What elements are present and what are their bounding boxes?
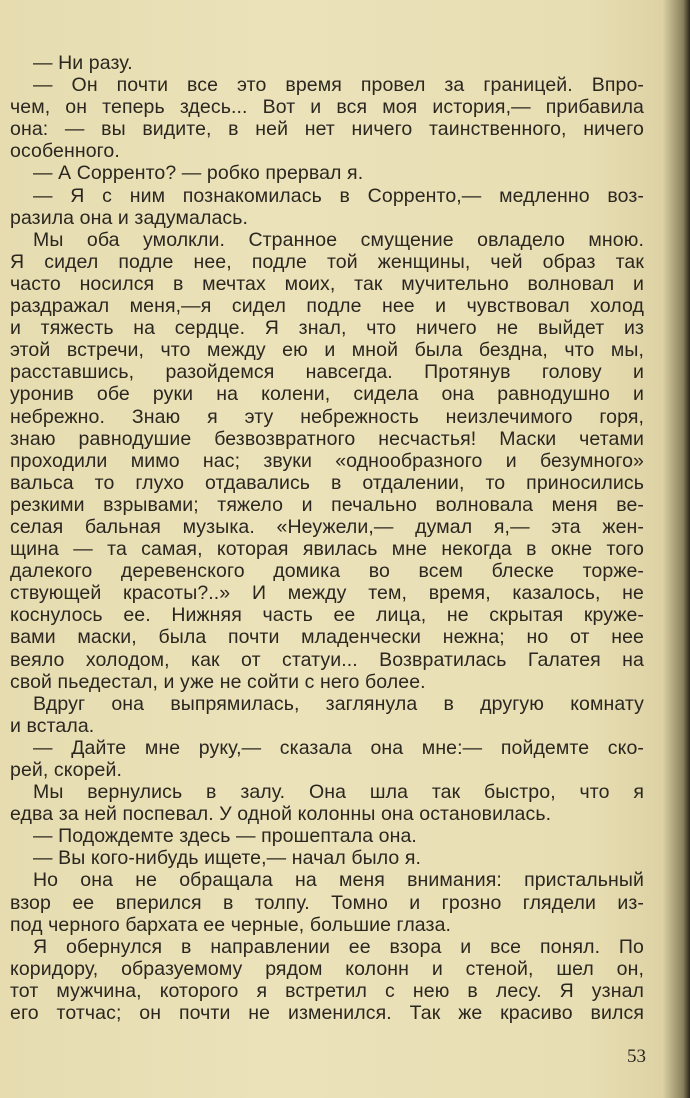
paragraph bbox=[10, 869, 644, 935]
page-number: 53 bbox=[627, 1046, 646, 1067]
text-line: чем, он теперь здесь... Вот и вся моя история,— прибавила bbox=[10, 96, 644, 119]
text-line: особенного. bbox=[10, 140, 120, 163]
page-body-text bbox=[10, 52, 644, 1024]
text-line: коридору, образуемому рядом колонн и стеной, шел он, bbox=[10, 957, 644, 980]
paragraph bbox=[10, 74, 644, 162]
text-line: ствующей красоты?..» И между тем, время, казалось, не bbox=[10, 582, 644, 605]
text-line: под черного бархата ее черные, большие глаза. bbox=[10, 913, 452, 936]
paragraph bbox=[10, 737, 644, 781]
text-line: проходили мимо нас; звуки «однообразного и безумного» bbox=[10, 449, 644, 472]
text-line: далекого деревенского домика во всем блеске торже- bbox=[10, 560, 644, 583]
text-line: тот мужчина, которого я встретил с нею в лесу. Я узнал bbox=[10, 979, 644, 1002]
paragraph bbox=[10, 693, 644, 737]
text-line: — Я с ним познакомилась в Сорренто,— медленно воз- bbox=[33, 184, 644, 207]
paragraph bbox=[10, 936, 644, 1024]
text-line: уронив обе руки на колени, сидела она равнодушно и bbox=[10, 383, 644, 406]
text-line: разила она и задумалась. bbox=[10, 206, 249, 229]
text-line: — Вы кого-нибудь ищете,— начал было я. bbox=[33, 847, 422, 870]
paragraph bbox=[10, 847, 644, 869]
text-line: резкими взрывами; тяжело и печально волновала меня ве- bbox=[10, 493, 644, 516]
text-line: — Подождемте здесь — прошептала она. bbox=[33, 825, 417, 848]
text-line: она: — вы видите, в ней нет ничего таинственного, ничего bbox=[10, 118, 644, 141]
text-line: Мы вернулись в залу. Она шла так быстро, что я bbox=[33, 781, 644, 804]
text-line: и тяжесть на сердце. Я знал, что ничего не выйдет из bbox=[10, 317, 644, 340]
text-line: селая бальная музыка. «Неужели,— думал я,— эта жен- bbox=[10, 515, 644, 538]
text-line: едва за ней поспевал. У одной колонны она остановилась. bbox=[10, 803, 552, 826]
text-line: щина — та самая, которая явилась мне некогда в окне того bbox=[10, 538, 644, 561]
text-line: вами маски, была почти младенчески нежна; но от нее bbox=[10, 626, 644, 649]
text-line: коснулось ее. Нижняя часть ее лица, не скрытая круже- bbox=[10, 604, 644, 627]
paragraph bbox=[10, 825, 644, 847]
text-line: и встала. bbox=[10, 714, 95, 737]
text-line: — Он почти все это время провел за границей. Впро- bbox=[33, 74, 644, 97]
text-line: — А Сорренто? — робко прервал я. bbox=[33, 162, 364, 185]
text-line: этой встречи, что между ею и мной была бездна, что мы, bbox=[10, 339, 644, 362]
text-line: рей, скорей. bbox=[10, 759, 122, 781]
paragraph bbox=[10, 781, 644, 825]
text-line: его тотчас; он почти не изменился. Так же красиво вился bbox=[10, 1002, 644, 1025]
text-line: Я сидел подле нее, подле той женщины, чей образ так bbox=[10, 250, 644, 273]
text-line: веяло холодом, как от статуи... Возвратилась Галатея на bbox=[10, 648, 644, 671]
text-line: расставшись, разойдемся навсегда. Протянув голову и bbox=[10, 361, 644, 384]
text-line: Мы оба умолкли. Странное смущение овладело мною. bbox=[33, 228, 644, 251]
paragraph bbox=[10, 162, 644, 184]
text-line: Но она не обращала на меня внимания: пристальный bbox=[33, 869, 644, 892]
text-line: свой пьедестал, и уже не сойти с него более. bbox=[10, 670, 426, 693]
text-line: взор ее вперился в толпу. Томно и грозно глядели из- bbox=[10, 891, 644, 914]
paragraph bbox=[10, 185, 644, 229]
text-line: знаю равнодушие безвозвратного несчастья! Маски четами bbox=[10, 427, 644, 450]
text-line: Я обернулся в направлении ее взора и все понял. По bbox=[33, 935, 644, 958]
paragraph bbox=[10, 229, 644, 693]
text-line: — Дайте мне руку,— сказала она мне:— пойдемте ско- bbox=[33, 736, 644, 759]
text-line: раздражал меня,—я сидел подле нее и чувствовал холод bbox=[10, 295, 644, 318]
text-line: вальса то глухо отдавались в отдалении, то приносились bbox=[10, 471, 644, 494]
paragraph bbox=[10, 52, 644, 74]
text-line: Вдруг она выпрямилась, заглянула в другую комнату bbox=[33, 692, 644, 715]
text-line: — Ни разу. bbox=[33, 52, 133, 74]
text-line: небрежно. Знаю я эту небрежность неизлечимого горя, bbox=[10, 405, 644, 428]
text-line: часто носился в мечтах моих, так мучительно волновал и bbox=[10, 272, 644, 295]
